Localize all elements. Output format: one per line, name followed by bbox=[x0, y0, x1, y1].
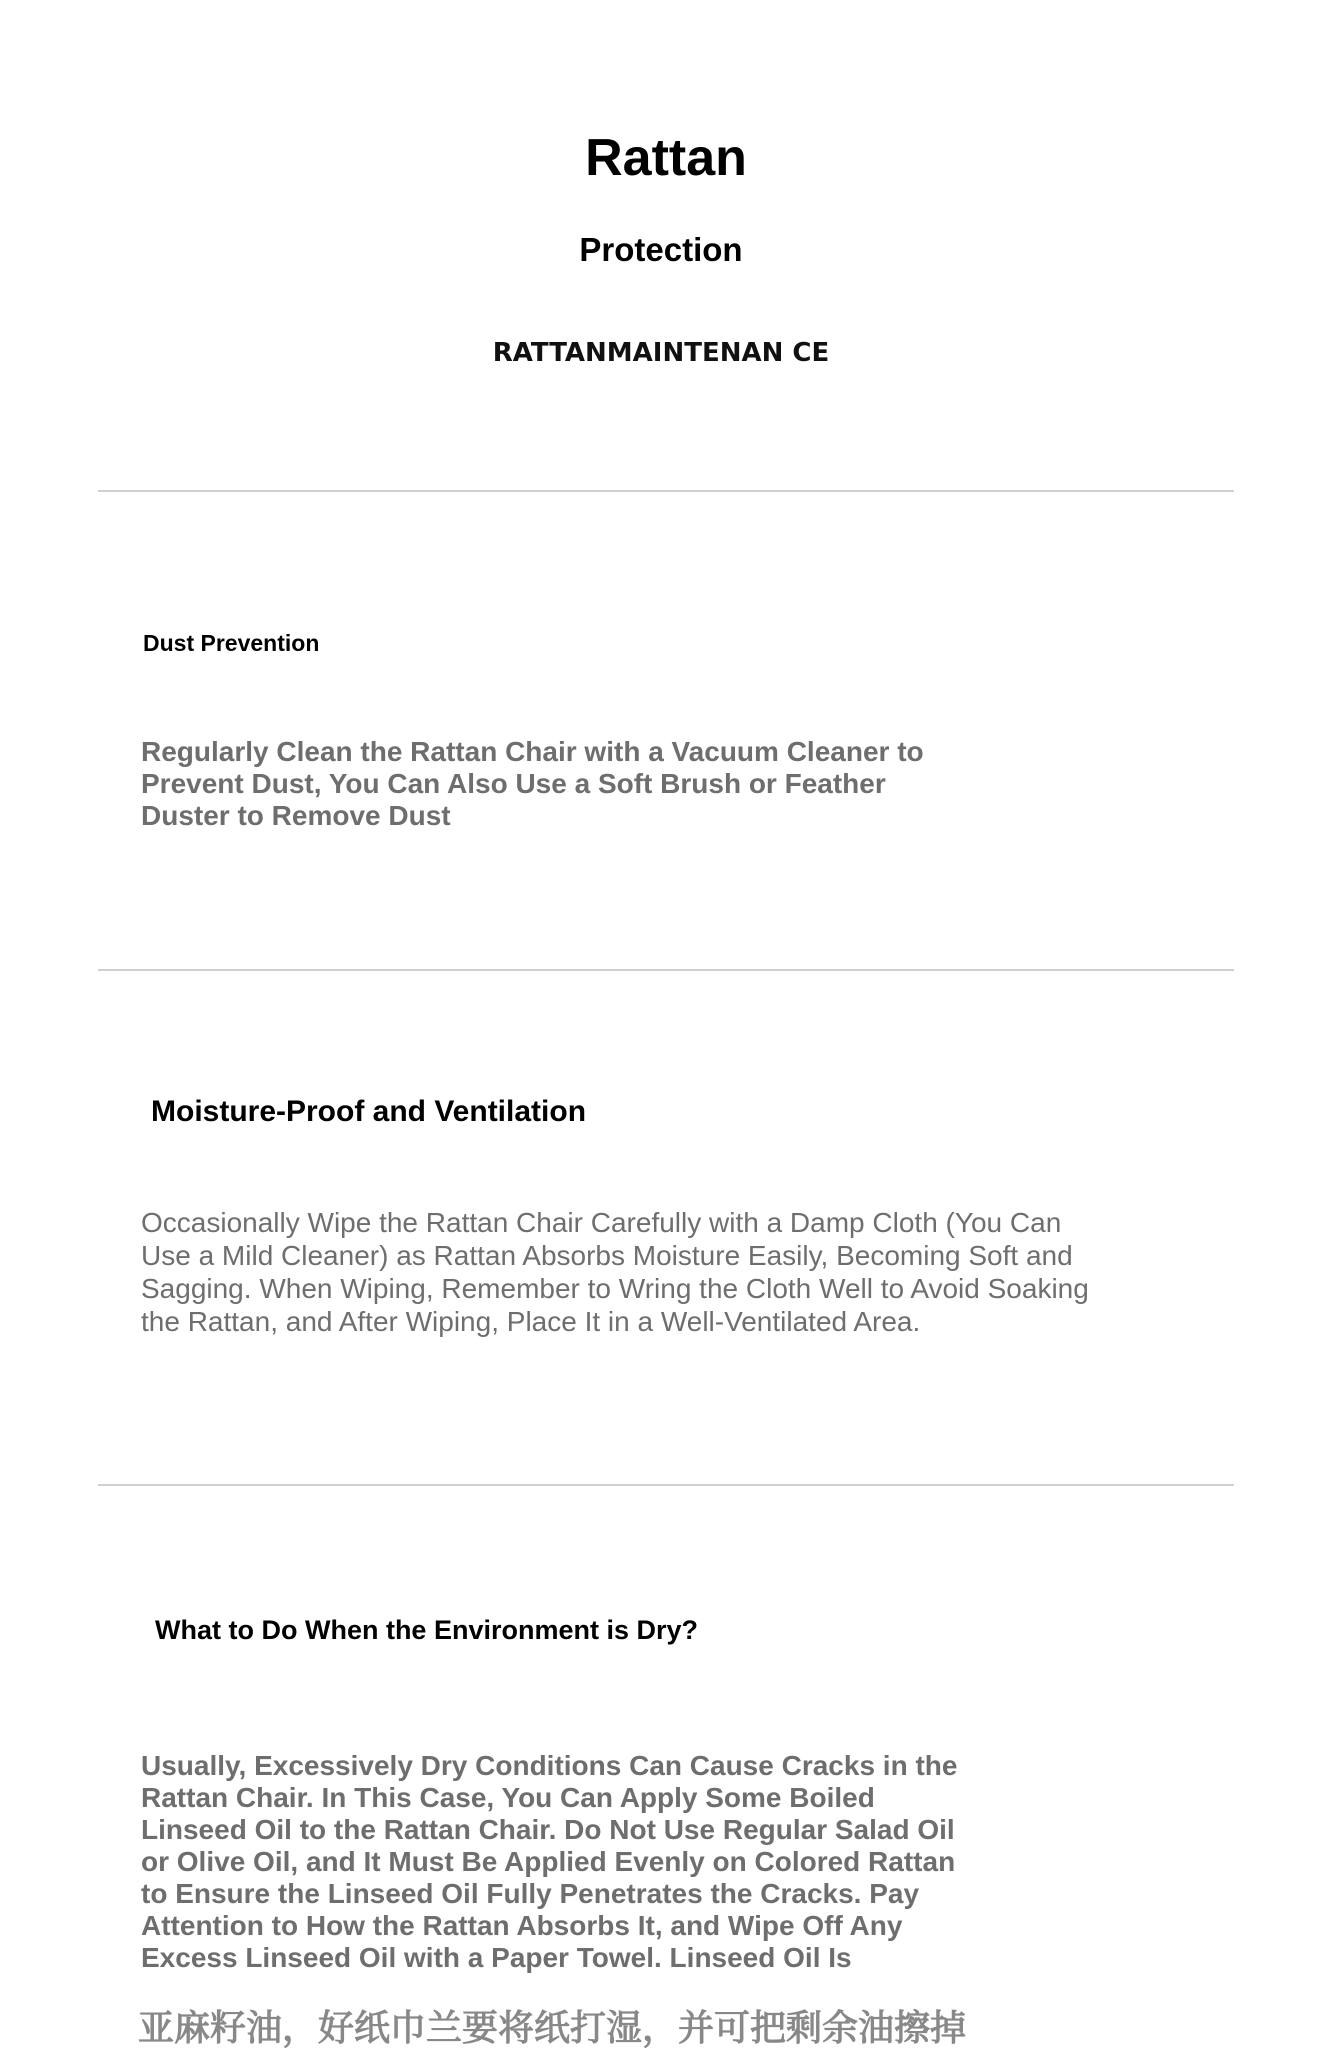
divider bbox=[98, 969, 1234, 971]
divider bbox=[98, 490, 1234, 492]
truncated-footer-text: 亚麻籽油，好纸巾兰要将纸打湿，并可把剩余油擦掉 bbox=[138, 2007, 967, 2048]
page-subtitle: Protection bbox=[579, 231, 743, 268]
header-tag: RATTANMAINTENAN CE bbox=[492, 338, 830, 368]
section-heading-moisture-proof: Moisture-Proof and Ventilation bbox=[151, 1095, 587, 1128]
section-body-dust-prevention: Regularly Clean the Rattan Chair with a Vacuum Cleaner to Prevent Dust, You Can Also Use a Soft Brush or Feather Duster to Remove Dust bbox=[141, 736, 924, 831]
section-body-moisture-proof: Occasionally Wipe the Rattan Chair Carefully with a Damp Cloth (You Can Use a Mild Cleaner) as Rattan Absorbs Moisture Easily, Becoming Soft and Sagging. When Wiping, Remember to Wring the Cloth Well to Avoid Soaking the Rattan, and After Wiping, Place It in a Well-Ventilated Area. bbox=[141, 1207, 1089, 1337]
section-body-dry-environment: Usually, Excessively Dry Conditions Can Cause Cracks in the Rattan Chair. In This Case, You Can Apply Some Boiled Linseed Oil to the Rattan Chair. Do Not Use Regular Salad Oil or Olive Oil, and It Must Be Applied Evenly on Colored Rattan to Ensure the Linseed Oil Fully Penetrates the Cracks. Pay Attention to How the Rattan Absorbs It, and Wipe Off Any Excess Linseed Oil with a Paper Towel. Linseed Oil Is bbox=[141, 1750, 958, 1973]
section-heading-dust-prevention: Dust Prevention bbox=[143, 630, 320, 656]
section-heading-dry-environment: What to Do When the Environment is Dry? bbox=[155, 1615, 699, 1645]
divider bbox=[98, 1484, 1234, 1486]
page-title: Rattan bbox=[585, 129, 747, 187]
